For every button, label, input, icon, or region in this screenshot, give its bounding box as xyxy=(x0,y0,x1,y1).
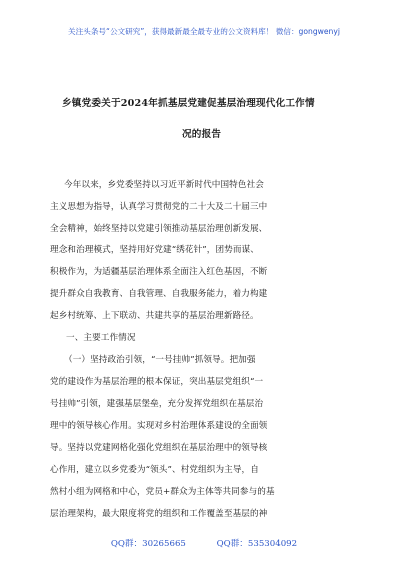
section-heading: 一、主要工作情况 xyxy=(66,333,136,343)
footer-qq-1: QQ群：30265665 xyxy=(110,539,186,549)
body-line: 党的建设作为基层治理的根本保证，突出基层党组织“一 xyxy=(50,377,264,387)
body-line: 全会精神，始终坚持以党建引领推动基层治理创新发展、 xyxy=(50,224,268,234)
body-line: 然村小组为网格和中心，党员+群众为主体等共同参与的基 xyxy=(50,487,275,497)
document-title-line-1: 乡镇党委关于2024年抓基层党建促基层治理现代化工作情 xyxy=(62,98,315,109)
body-line: 理中的领导核心作用。实现对乡村治理体系建设的全面领 xyxy=(50,421,268,431)
body-line: 号挂帅”引领，建强基层堡垒，充分发挥党组织在基层治 xyxy=(50,399,264,409)
header-banner: 关注头条号“公文研究”，获得最新最全最专业的公文资料库！ 微信：gongwenyj xyxy=(68,27,340,36)
body-line: 理念和治理模式，坚持用好党建“绣花针”，团势而谋、 xyxy=(50,245,259,255)
body-line: 起乡村统筹、上下联动、共建共享的基层治理新路径。 xyxy=(50,311,259,321)
body-line: 导。坚持以党建网格化强化党组织在基层治理中的领导核 xyxy=(50,443,268,453)
document-title-line-2: 况的报告 xyxy=(182,129,222,140)
footer-qq-groups xyxy=(0,537,408,549)
body-line: 今年以来，乡党委坚持以习近平新时代中国特色社会 xyxy=(64,180,264,190)
body-line: 层治理架构，最大限度将党的组织和工作覆盖至基层的神 xyxy=(50,509,268,519)
body-line: 心作用，建立以乡党委为“领头”、村党组织为主导，自 xyxy=(50,465,259,475)
body-line: 积极作为，为适疆基层治理体系全面注入红色基因，不断 xyxy=(50,267,268,277)
footer-qq-2: QQ群：535304092 xyxy=(216,539,298,549)
body-line: 提升群众自我教育、自我管理、自我服务能力，着力构建 xyxy=(50,289,268,299)
body-line: 主义思想为指导，认真学习贯彻党的二十大及二十届三中 xyxy=(50,202,268,212)
body-line: （一）坚持政治引领，“一号挂帅”抓领导。把加强 xyxy=(64,355,256,365)
